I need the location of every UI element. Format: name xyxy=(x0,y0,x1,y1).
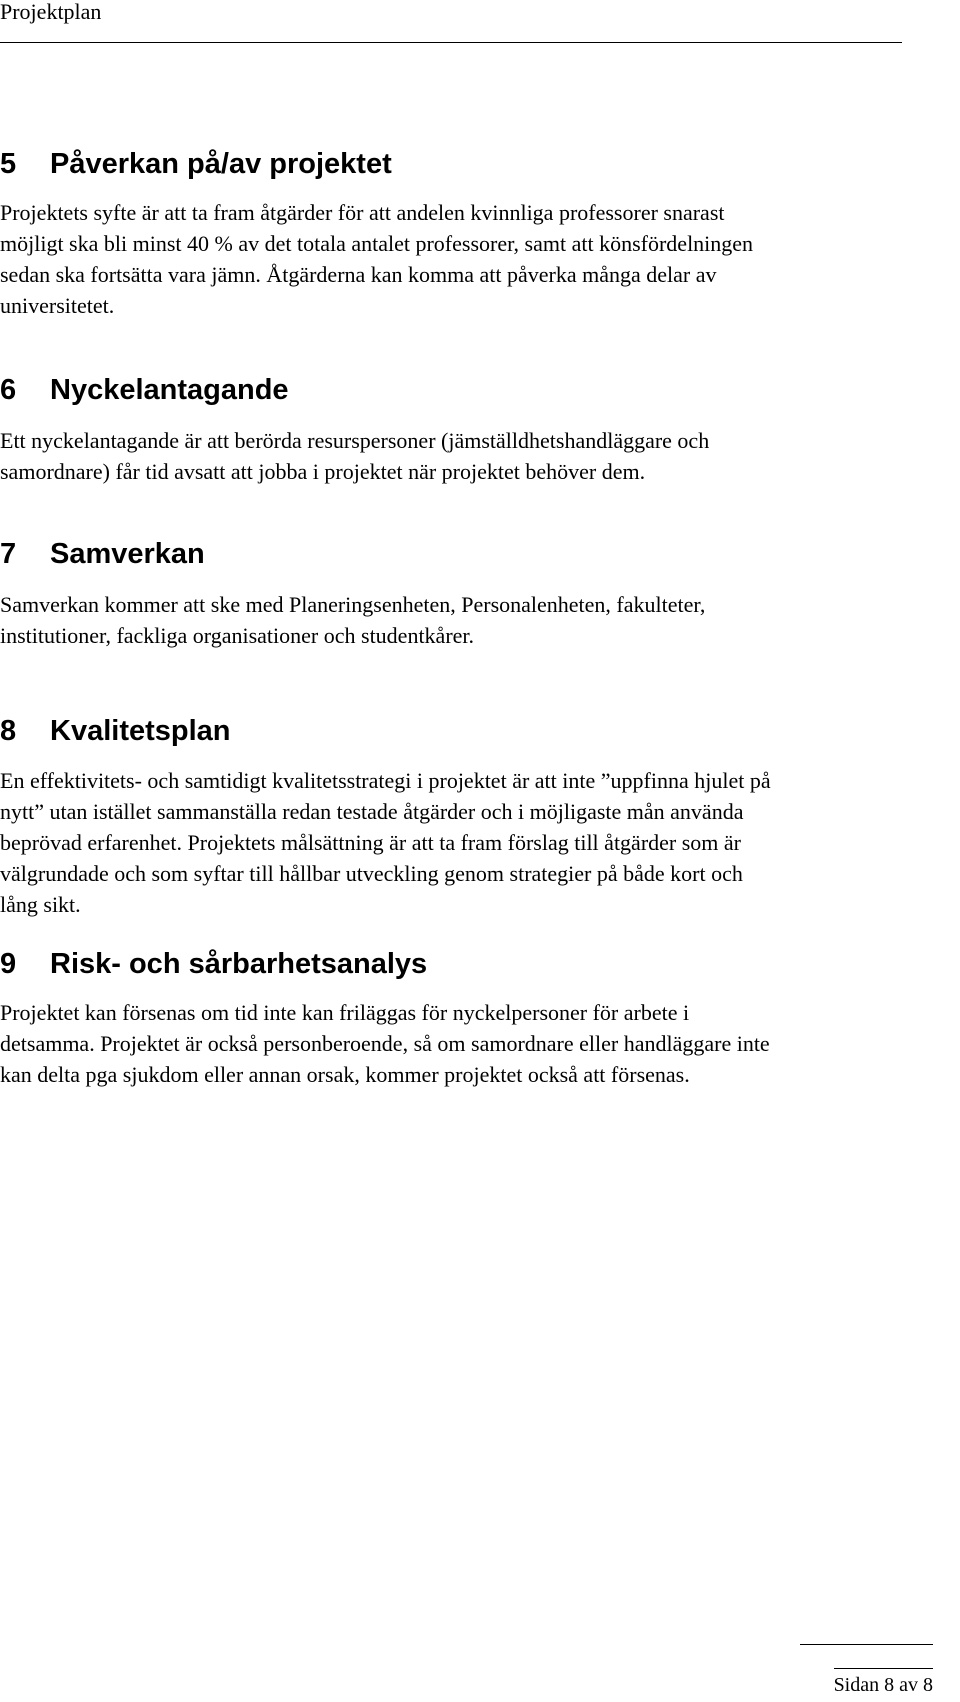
section-6 xyxy=(0,373,960,487)
paragraph-line: möjligt ska bli minst 40 % av det totala antalet professorer, samt att könsfördelningen xyxy=(0,231,754,256)
paragraph-line: En effektivitets- och samtidigt kvalitetsstrategi i projektet är att inte ”uppfinna hjulet på xyxy=(0,768,771,793)
section-title: Risk- och sårbarhetsanalys xyxy=(50,948,428,980)
page-number-footer: Sidan 8 av 8 xyxy=(834,1668,933,1697)
paragraph-line: Ett nyckelantagande är att berörda resurspersoner (jämställdhetshandläggare och xyxy=(0,428,710,453)
section-heading xyxy=(0,537,960,571)
section-paragraph xyxy=(0,197,960,321)
header-rule xyxy=(0,42,902,43)
section-paragraph xyxy=(0,425,960,487)
section-title: Samverkan xyxy=(50,538,205,570)
paragraph-line: institutioner, fackliga organisationer och studentkårer. xyxy=(0,623,475,648)
paragraph-line: nytt” utan istället sammanställa redan testade åtgärder och i möjligaste mån använda xyxy=(0,799,744,824)
section-heading xyxy=(0,147,960,181)
section-paragraph xyxy=(0,765,960,920)
section-number: 6 xyxy=(0,374,17,406)
paragraph-line: detsamma. Projektet är också personberoende, så om samordnare eller handläggare inte xyxy=(0,1031,770,1056)
section-heading xyxy=(0,947,960,981)
section-heading xyxy=(0,714,960,748)
section-5 xyxy=(0,147,960,321)
paragraph-line: Samverkan kommer att ske med Planeringsenheten, Personalenheten, fakulteter, xyxy=(0,592,706,617)
section-9 xyxy=(0,947,960,1090)
section-number: 8 xyxy=(0,715,17,747)
section-8 xyxy=(0,714,960,920)
section-number: 9 xyxy=(0,948,17,980)
paragraph-line: samordnare) får tid avsatt att jobba i projektet när projektet behöver dem. xyxy=(0,459,646,484)
section-7 xyxy=(0,537,960,651)
section-paragraph xyxy=(0,997,960,1090)
section-number: 7 xyxy=(0,538,17,570)
paragraph-line: Projektets syfte är att ta fram åtgärder för att andelen kvinnliga professorer snarast xyxy=(0,200,725,225)
paragraph-line: Projektet kan försenas om tid inte kan friläggas för nyckelpersoner för arbete i xyxy=(0,1000,690,1025)
section-title: Nyckelantagande xyxy=(50,374,289,406)
section-heading xyxy=(0,373,960,407)
section-title: Påverkan på/av projektet xyxy=(50,148,392,180)
paragraph-line: välgrundade och som syftar till hållbar utveckling genom strategier på både kort och xyxy=(0,861,743,886)
paragraph-line: universitetet. xyxy=(0,293,115,318)
paragraph-line: kan delta pga sjukdom eller annan orsak, kommer projektet också att försenas. xyxy=(0,1062,690,1087)
paragraph-line: beprövad erfarenhet. Projektets målsättning är att ta fram förslag till åtgärder som är xyxy=(0,830,741,855)
section-number: 5 xyxy=(0,148,17,180)
section-title: Kvalitetsplan xyxy=(50,715,231,747)
section-paragraph xyxy=(0,589,960,651)
paragraph-line: sedan ska fortsätta vara jämn. Åtgärderna kan komma att påverka många delar av xyxy=(0,262,717,287)
running-header-title: Projektplan xyxy=(0,0,102,24)
paragraph-line: lång sikt. xyxy=(0,892,81,917)
footer-rule xyxy=(800,1644,933,1645)
